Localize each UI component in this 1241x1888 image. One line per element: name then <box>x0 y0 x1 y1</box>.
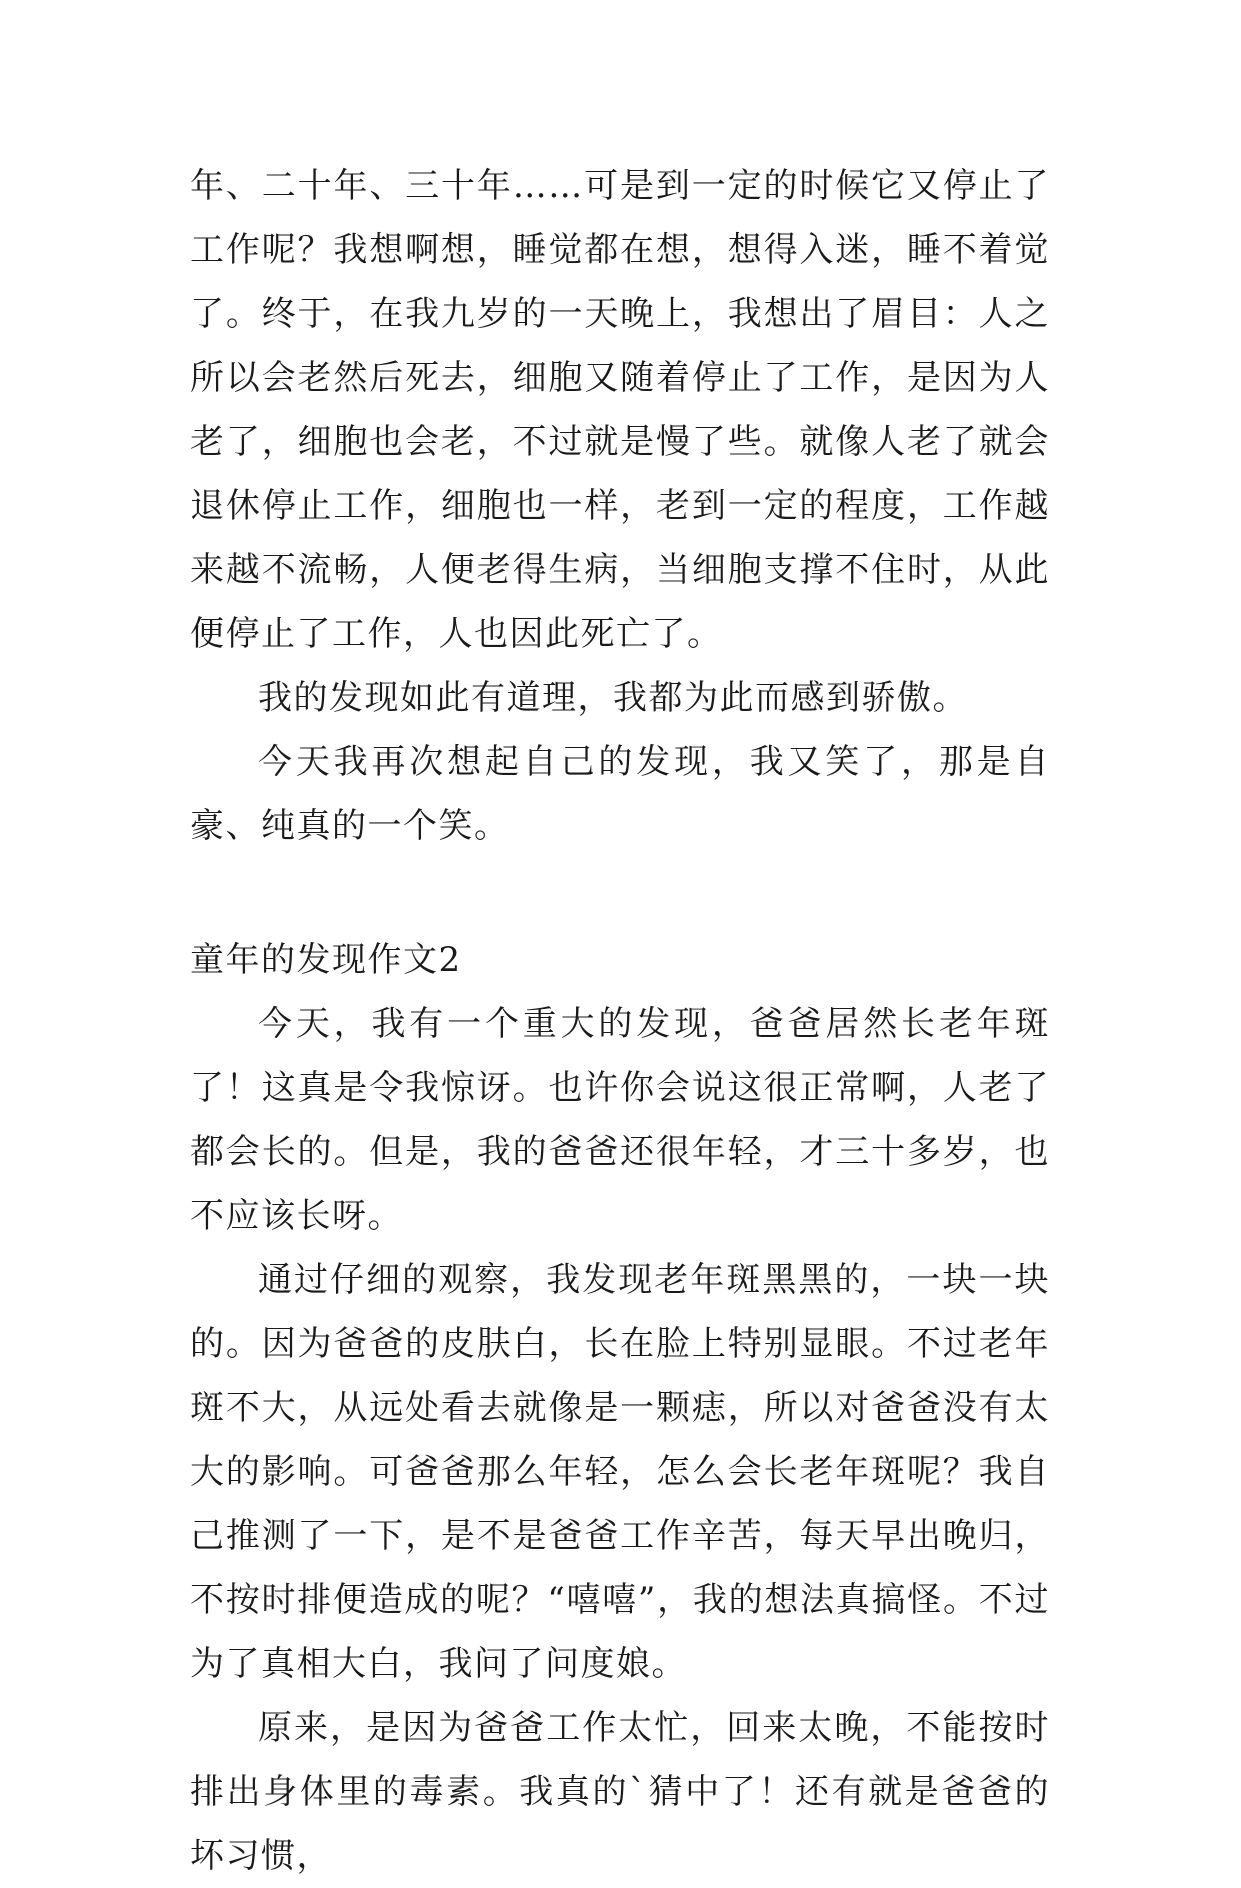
paragraph-continuation: 年、二十年、三十年……可是到一定的时候它又停止了工作呢？我想啊想，睡觉都在想，想得入迷，睡不着觉了。终于，在我九岁的一天晚上，我想出了眉目：人之所以会老然后死去，细胞又随着停止了工作，是因为人老了，细胞也会老，不过就是慢了些。就像人老了就会退休停止工作，细胞也一样，老到一定的程度，工作越来越不流畅，人便老得生病，当细胞支撑不住时，从此便停止了工作，人也因此死亡了。 <box>190 166 1050 654</box>
paragraph: 通过仔细的观察，我发现老年斑黑黑的，一块一块的。因为爸爸的皮肤白，长在脸上特别显眼。不过老年斑不大，从远处看去就像是一颗痣，所以对爸爸没有太大的影响。可爸爸那么年轻，怎么会长老年斑呢？我自己推测了一下，是不是爸爸工作辛苦，每天早出晚归，不按时排便造成的呢？“嘻嘻”，我的想法真搞怪。不过为了真相大白，我问了问度娘。 <box>190 1260 1050 1684</box>
paragraph: 今天我再次想起自己的发现，我又笑了，那是自豪、纯真的一个笑。 <box>190 742 1050 846</box>
section-title: 童年的发现作文2 <box>190 940 462 980</box>
document-body <box>190 154 1050 1888</box>
paragraph: 我的发现如此有道理，我都为此而感到骄傲。 <box>258 678 968 718</box>
paragraph: 今天，我有一个重大的发现，爸爸居然长老年斑了！这真是令我惊讶。也许你会说这很正常啊，人老了都会长的。但是，我的爸爸还很年轻，才三十多岁，也不应该长呀。 <box>190 1004 1050 1236</box>
paragraph: 原来，是因为爸爸工作太忙，回来太晚，不能按时排出身体里的毒素。我真的`猜中了！还有就是爸爸的坏习惯， <box>190 1708 1050 1876</box>
